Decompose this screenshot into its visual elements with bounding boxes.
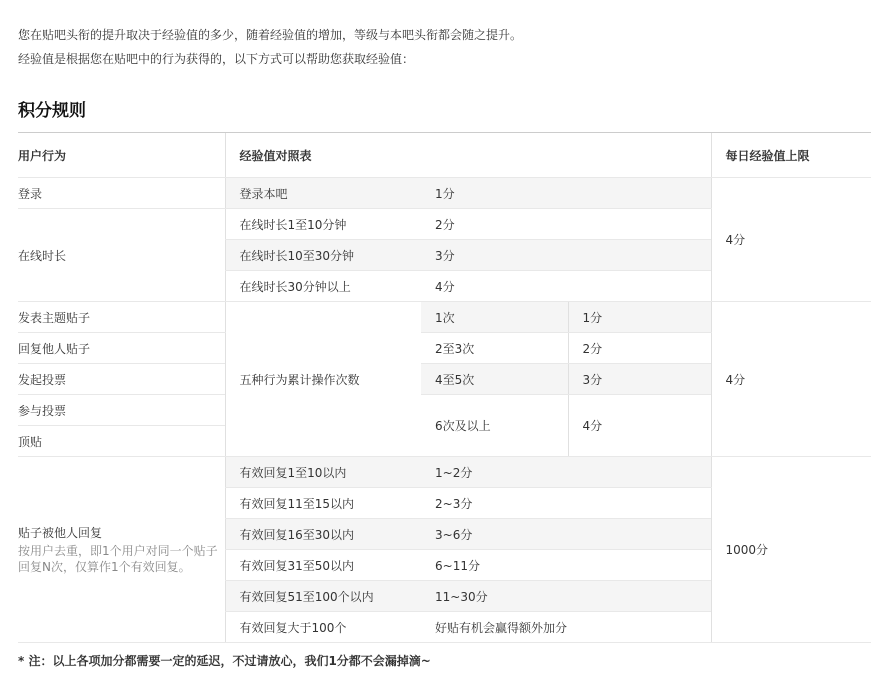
item-replies: 有效回复大于100个 [225, 612, 421, 643]
points-online: 3分 [421, 240, 711, 271]
item-login: 登录本吧 [225, 178, 421, 209]
item-replies: 有效回复11至15以内 [225, 488, 421, 519]
table-header-row [18, 133, 871, 178]
item-online: 在线时长30分钟以上 [225, 271, 421, 302]
behavior-replies-title: 贴子被他人回复 [18, 526, 103, 540]
item-replies: 有效回复16至30以内 [225, 519, 421, 550]
behavior-action: 参与投票 [18, 395, 225, 426]
table-row [18, 178, 871, 209]
header-behavior: 用户行为 [18, 133, 225, 178]
points-online: 2分 [421, 209, 711, 240]
item-replies: 有效回复51至100个以内 [225, 581, 421, 612]
header-daily-limit: 每日经验值上限 [711, 133, 871, 178]
points-replies: 2~3分 [421, 488, 711, 519]
action-points: 1分 [568, 302, 711, 333]
points-replies: 1~2分 [421, 457, 711, 488]
points-rules-table [18, 132, 871, 643]
behavior-login: 登录 [18, 178, 225, 209]
points-replies: 好贴有机会赢得额外加分 [421, 612, 711, 643]
action-description: 五种行为累计操作次数 [225, 302, 421, 457]
table-row [18, 302, 871, 333]
intro-line-1: 您在贴吧头衔的提升取决于经验值的多少，随着经验值的增加，等级与本吧头衔都会随之提升。 [18, 28, 523, 42]
action-count: 4至5次 [421, 364, 568, 395]
behavior-online: 在线时长 [18, 209, 225, 302]
points-online: 4分 [421, 271, 711, 302]
behavior-action: 顶贴 [18, 426, 225, 457]
behavior-action: 回复他人贴子 [18, 333, 225, 364]
points-replies: 11~30分 [421, 581, 711, 612]
behavior-action: 发表主题贴子 [18, 302, 225, 333]
action-count: 6次及以上 [421, 395, 568, 457]
action-points: 2分 [568, 333, 711, 364]
points-replies: 6~11分 [421, 550, 711, 581]
item-replies: 有效回复31至50以内 [225, 550, 421, 581]
item-replies: 有效回复1至10以内 [225, 457, 421, 488]
points-login: 1分 [421, 178, 711, 209]
limit-replies: 1000分 [711, 457, 871, 643]
section-heading: 积分规则 [18, 101, 86, 121]
behavior-replies [18, 457, 225, 643]
action-points: 3分 [568, 364, 711, 395]
behavior-replies-note: 按用户去重，即1个用户对同一个贴子回复N次，仅算作1个有效回复。 [18, 544, 218, 574]
points-replies: 3~6分 [421, 519, 711, 550]
header-points-table: 经验值对照表 [225, 133, 711, 178]
limit-actions: 4分 [711, 302, 871, 457]
footnote: * 注：以上各项加分都需要一定的延迟，不过请放心，我们1分都不会漏掉滴~ [18, 654, 431, 668]
action-count: 1次 [421, 302, 568, 333]
item-online: 在线时长1至10分钟 [225, 209, 421, 240]
limit-online: 4分 [711, 178, 871, 302]
intro-line-2: 经验值是根据您在贴吧中的行为获得的，以下方式可以帮助您获取经验值： [18, 52, 415, 66]
item-online: 在线时长10至30分钟 [225, 240, 421, 271]
table-row [18, 457, 871, 488]
behavior-action: 发起投票 [18, 364, 225, 395]
action-points: 4分 [568, 395, 711, 457]
action-count: 2至3次 [421, 333, 568, 364]
